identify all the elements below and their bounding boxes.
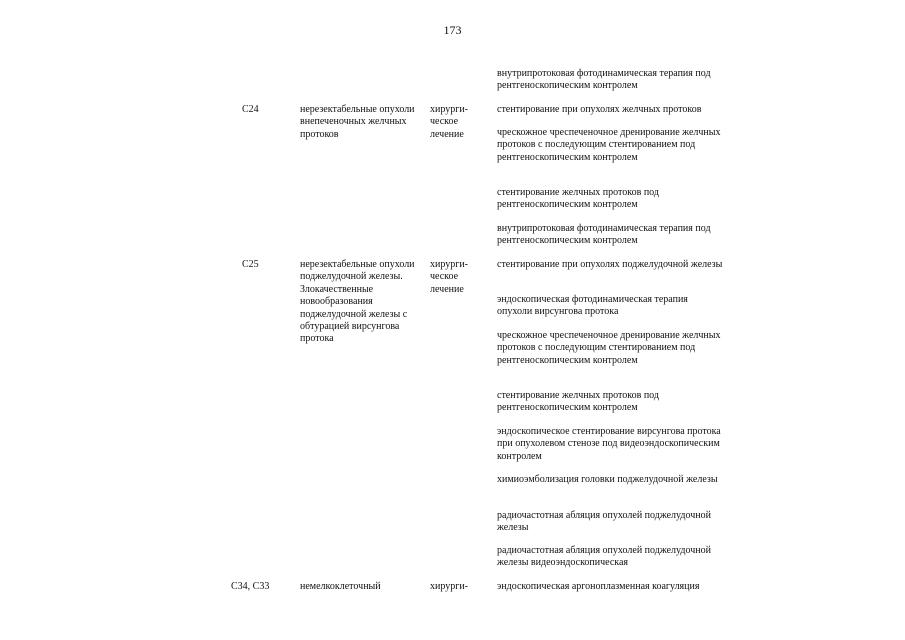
row-c25-method-6: химиоэмболизация головки поджелудочной железы bbox=[497, 474, 718, 485]
row-c25-diagnosis: нерезектабельные опухоли поджелудочной железы. Злокачественные новообразования поджелудочной железы с обтурацией вирсунгова протока bbox=[300, 259, 415, 345]
row-c25-code: C25 bbox=[242, 259, 259, 270]
method-carry-over: внутрипротоковая фотодинамическая терапия под рентгеноскопическим контролем bbox=[497, 68, 711, 92]
row-c25-method-2: эндоскопическая фотодинамическая терапия опухоли вирсунгова протока bbox=[497, 294, 688, 318]
row-c24-code: C24 bbox=[242, 104, 259, 115]
row-c25-treatment: хирурги-ческое лечение bbox=[430, 259, 469, 295]
row-c24-method-3: стентирование желчных протоков под рентгеноскопическим контролем bbox=[497, 187, 659, 211]
row-c25-method-7: радиочастотная абляция опухолей поджелудочной железы bbox=[497, 510, 711, 534]
row-c34-treatment: хирурги- bbox=[430, 581, 469, 592]
row-c34-diagnosis: немелкоклеточный bbox=[300, 581, 381, 592]
row-c24-diagnosis: нерезектабельные опухоли внепеченочных желчных протоков bbox=[300, 104, 415, 140]
row-c34-code: C34, C33 bbox=[231, 581, 270, 592]
row-c25-method-1: стентирование при опухолях поджелудочной железы bbox=[497, 259, 723, 270]
row-c25-method-8: радиочастотная абляция опухолей поджелудочной железы видеоэндоскопическая bbox=[497, 545, 711, 569]
row-c24-method-4: внутрипротоковая фотодинамическая терапия под рентгеноскопическим контролем bbox=[497, 223, 711, 247]
row-c34-method-1: эндоскопическая аргоноплазменная коагуляция bbox=[497, 581, 700, 592]
row-c25-method-4: стентирование желчных протоков под рентгеноскопическим контролем bbox=[497, 390, 659, 414]
row-c24-treatment: хирурги-ческое лечение bbox=[430, 104, 469, 140]
row-c25-method-3: чрескожное чреспеченочное дренирование желчных протоков с последующим стентированием под рентгеноскопическим контролем bbox=[497, 330, 721, 366]
row-c24-method-2: чрескожное чреспеченочное дренирование желчных протоков с последующим стентированием под рентгеноскопическим контролем bbox=[497, 127, 721, 163]
row-c24-method-1: стентирование при опухолях желчных протоков bbox=[497, 104, 702, 115]
page-number: 173 bbox=[443, 23, 462, 37]
row-c25-method-5: эндоскопическое стентирование вирсунгова протока при опухолевом стенозе под видеоэндоскопическим контролем bbox=[497, 426, 721, 462]
